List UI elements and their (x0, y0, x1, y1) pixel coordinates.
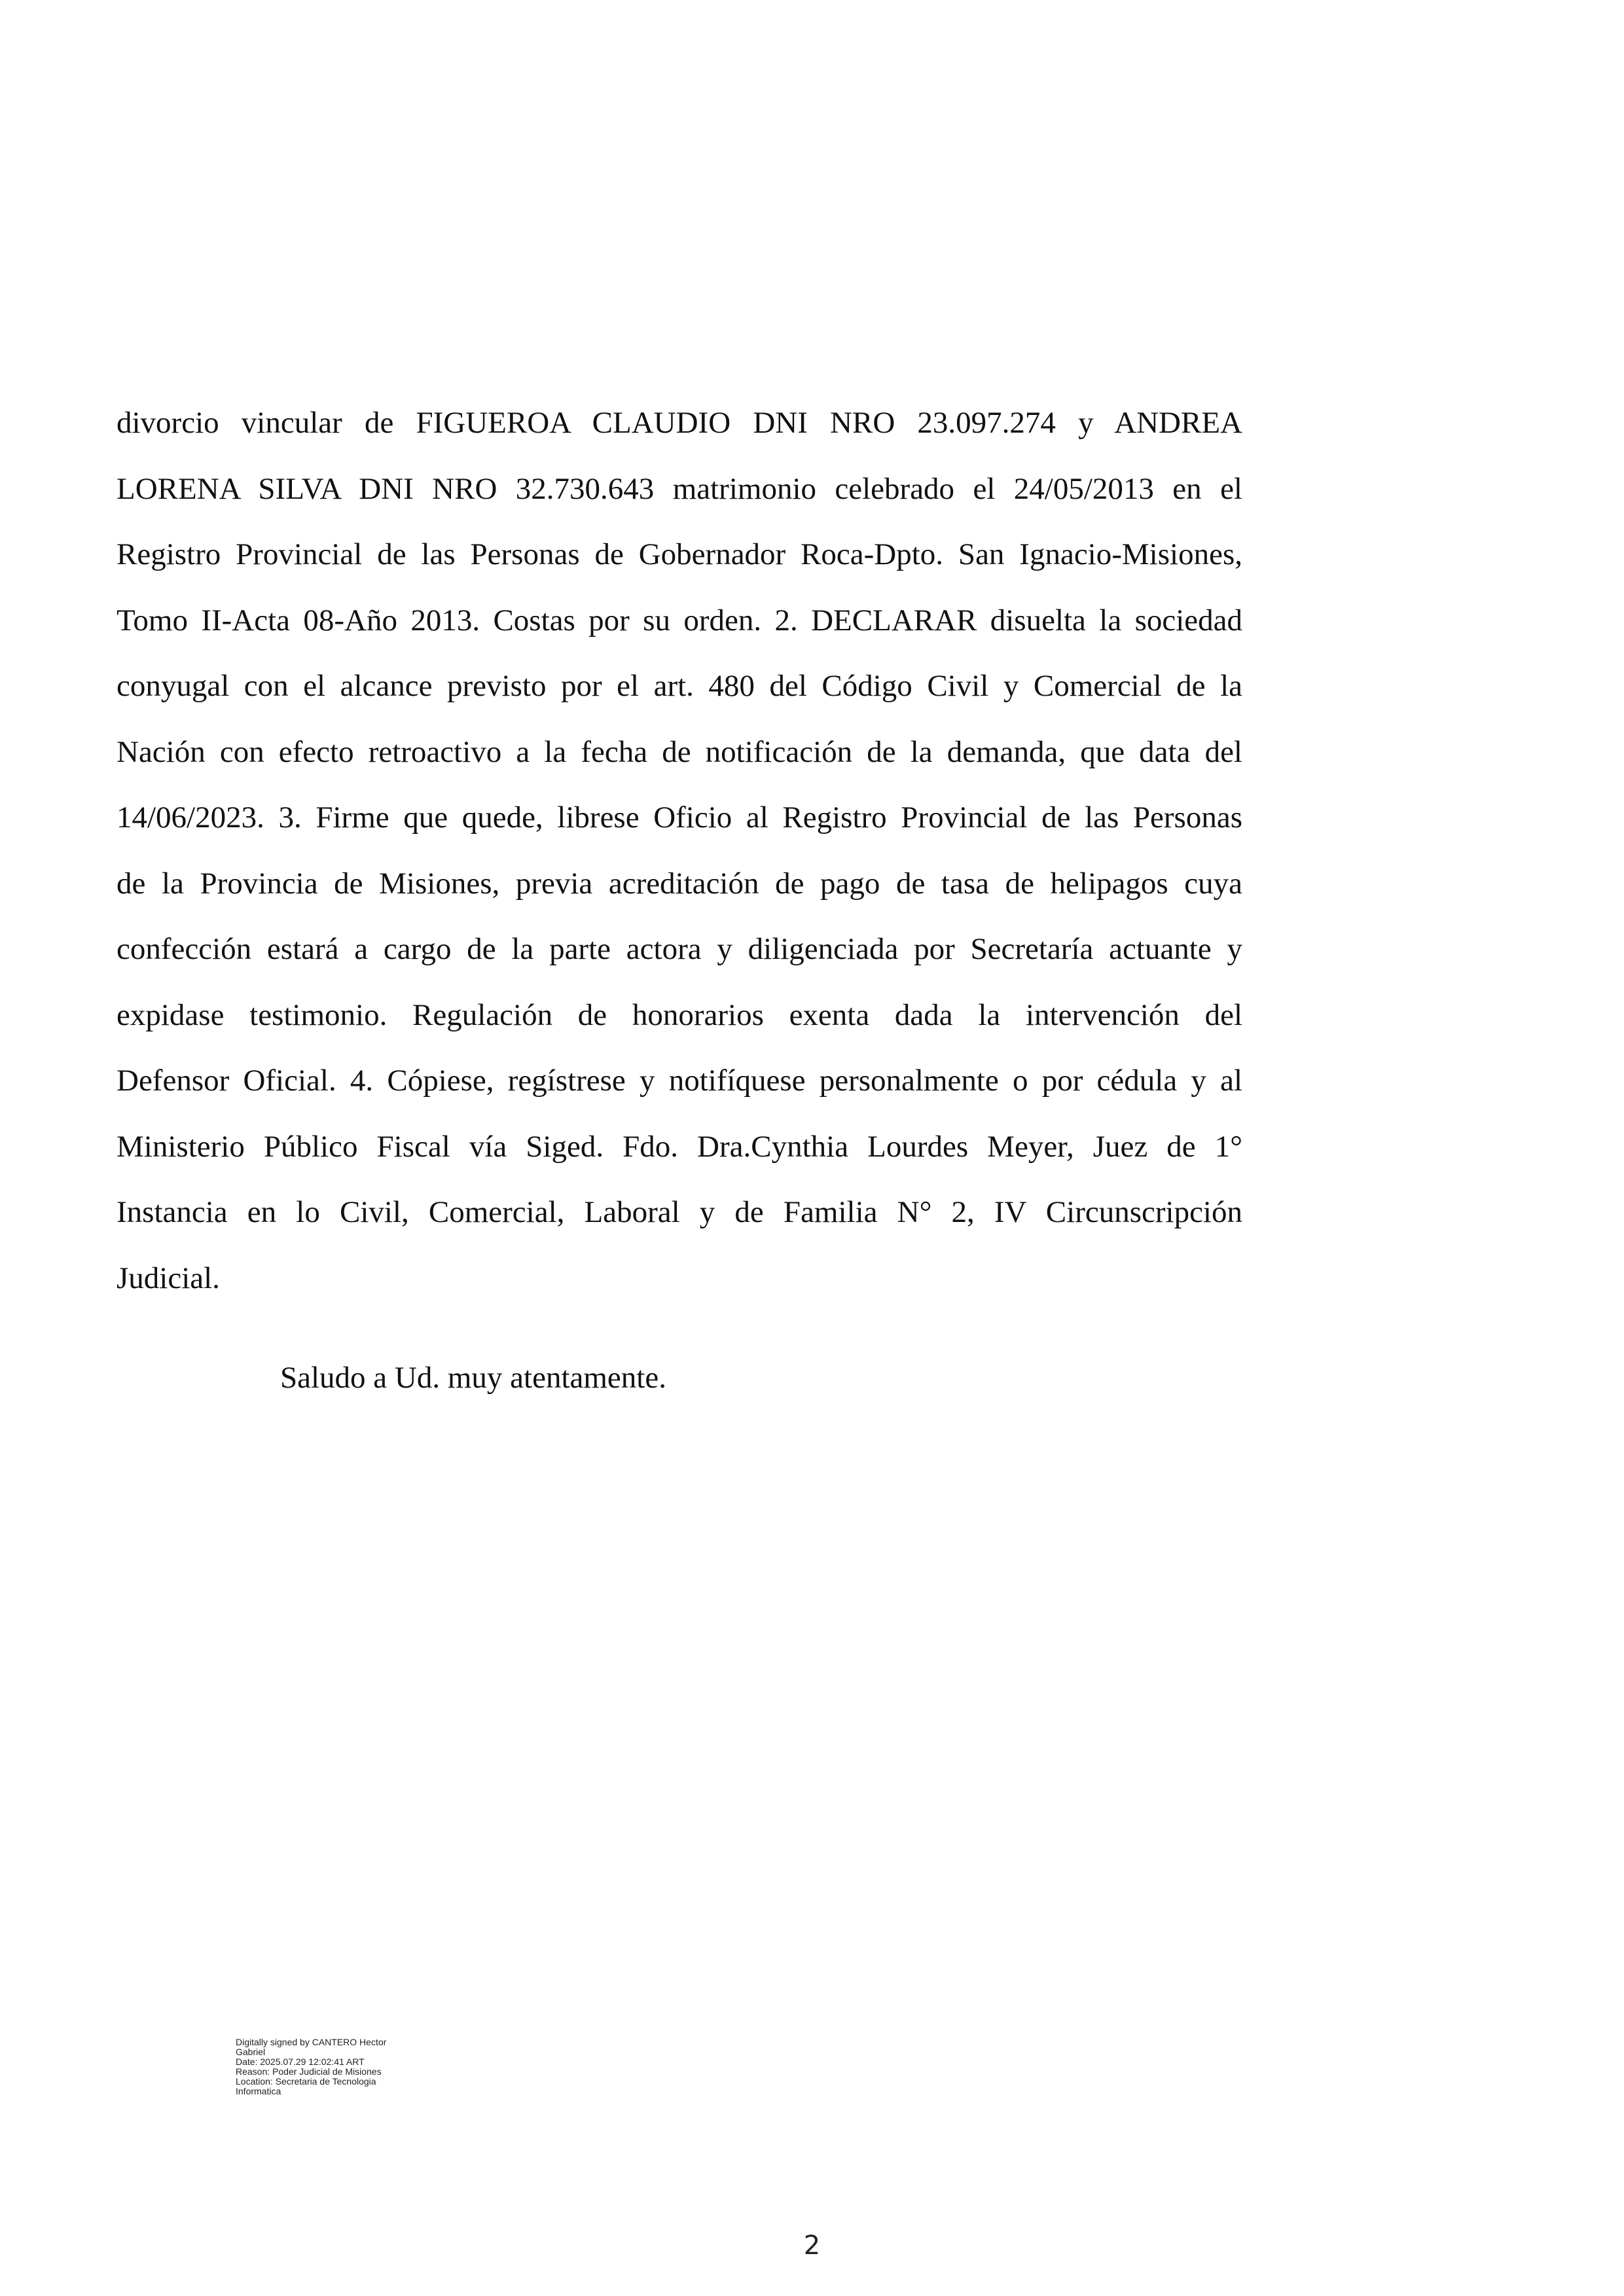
body-line: de la Provincia de Misiones, previa acreditación de pago de tasa de helipagos cuya (117, 866, 1242, 901)
body-line: expidase testimonio. Regulación de honorarios exenta dada la intervención del (117, 997, 1242, 1032)
document-body (117, 390, 1242, 1311)
body-line: Defensor Oficial. 4. Cópiese, regístrese y notifíquese personalmente o por cédula y al (117, 1064, 1242, 1098)
digital-signature-block (236, 2037, 445, 2096)
page-number: 2 (803, 2231, 821, 2261)
signature-line: Reason: Poder Judicial de Misiones (236, 2066, 382, 2077)
body-line: Judicial. (117, 1261, 220, 1295)
signature-line: Location: Secretaria de Tecnologia (236, 2076, 376, 2087)
body-line: Tomo II-Acta 08-Año 2013. Costas por su orden. 2. DECLARAR disuelta la sociedad (117, 603, 1242, 637)
signature-line: Digitally signed by CANTERO Hector (236, 2037, 387, 2047)
body-line: LORENA SILVA DNI NRO 32.730.643 matrimonio celebrado el 24/05/2013 en el (117, 471, 1242, 506)
signature-line: Gabriel (236, 2047, 266, 2057)
body-line: divorcio vincular de FIGUEROA CLAUDIO DNI NRO 23.097.274 y ANDREA (117, 406, 1242, 440)
body-line: conyugal con el alcance previsto por el art. 480 del Código Civil y Comercial de la (117, 669, 1242, 703)
body-line: 14/06/2023. 3. Firme que quede, librese Oficio al Registro Provincial de las Personas (117, 800, 1242, 834)
closing-salutation: Saludo a Ud. muy atentamente. (280, 1361, 666, 1395)
body-line: Ministerio Público Fiscal vía Siged. Fdo. Dra.Cynthia Lourdes Meyer, Juez de 1° (117, 1129, 1242, 1164)
body-line: Nación con efecto retroactivo a la fecha de notificación de la demanda, que data del (117, 734, 1242, 769)
body-line: confección estará a cargo de la parte actora y diligenciada por Secretaría actuante y (117, 932, 1242, 966)
body-line: Registro Provincial de las Personas de Gobernador Roca-Dpto. San Ignacio-Misiones, (117, 537, 1242, 571)
body-line: Instancia en lo Civil, Comercial, Laboral y de Familia N° 2, IV Circunscripción (117, 1195, 1242, 1229)
signature-line: Date: 2025.07.29 12:02:41 ART (236, 2056, 365, 2067)
signature-line: Informatica (236, 2086, 281, 2096)
